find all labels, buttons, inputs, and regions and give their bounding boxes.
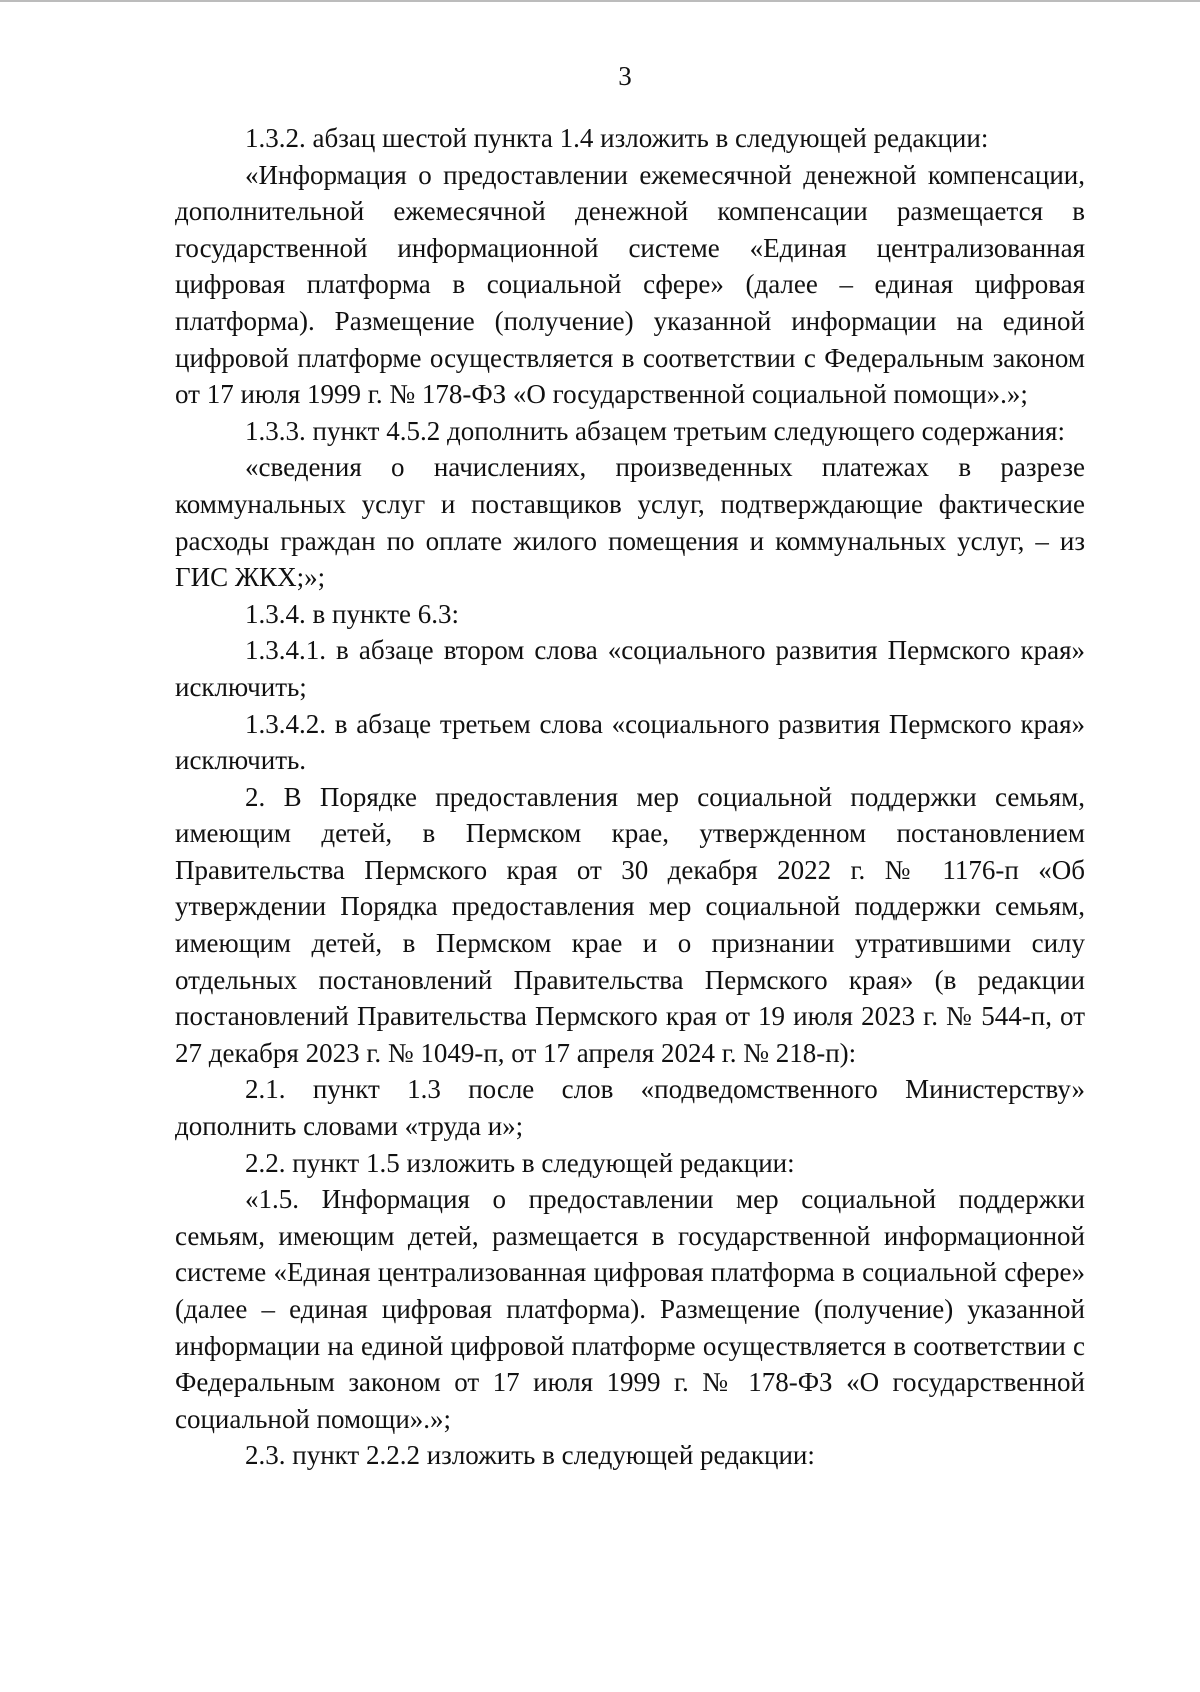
paragraph-1-3-4-1: 1.3.4.1. в абзаце втором слова «социального развития Пермского края» исключить; (175, 635, 1085, 702)
page-number: 3 (618, 61, 632, 91)
scan-edge-line (0, 0, 1200, 2)
document-body (175, 120, 1085, 1474)
paragraph-1-3-4-2: 1.3.4.2. в абзаце третьем слова «социального развития Пермского края» исключить. (175, 708, 1085, 776)
paragraph-quote-1-5: «1.5. Информация о предоставлении мер социальной поддержки семьям, имеющим детей, размещается в государственной информационной системе «Единая централизованная цифровая платформа в социальной сфере» (далее – единая цифровая платформа). Размещение (получение) указанной информации на единой цифровой платформе осуществляется в соответствии с Федеральным законом от 17 июля 1999 г. № 178-ФЗ «О государственной социальной помощи».»; (175, 1184, 1085, 1434)
paragraph-quote-accruals: «сведения о начислениях, произведенных платежах в разрезе коммунальных услуг и поставщиков услуг, подтверждающие фактические расходы граждан по оплате жилого помещения и коммунальных услуг, – из ГИС ЖКХ;»; (175, 452, 1085, 593)
paragraph-2-3: 2.3. пункт 2.2.2 изложить в следующей редакции: (245, 1440, 815, 1471)
paragraph-2-1: 2.1. пункт 1.3 после слов «подведомственного Министерству» дополнить словами «труда и»; (175, 1074, 1085, 1142)
paragraph-1-3-2: 1.3.2. абзац шестой пункта 1.4 изложить в следующей редакции: (245, 123, 989, 153)
paragraph-1-3-3: 1.3.3. пункт 4.5.2 дополнить абзацем третьим следующего содержания: (245, 415, 1065, 446)
paragraph-1-3-4: 1.3.4. в пункте 6.3: (245, 598, 459, 629)
paragraph-2: 2. В Порядке предоставления мер социальной поддержки семьям, имеющим детей, в Пермском крае, утвержденном постановлением Правительства Пермского края от 30 декабря 2022 г. № 1176-п «Об утверждении Порядка предоставления мер социальной поддержки семьям, имеющим детей, в Пермском крае и о признании утратившими силу отдельных постановлений Правительства Пермского края» (в редакции постановлений Правительства Пермского края от 19 июля 2023 г. № 544-п, от 27 декабря 2023 г. № 1049-п, от 17 апреля 2024 г. № 218-п): (175, 781, 1085, 1068)
paragraph-2-2: 2.2. пункт 1.5 изложить в следующей редакции: (245, 1147, 795, 1178)
paragraph-quote-information-compensation: «Информация о предоставлении ежемесячной денежной компенсации, дополнительной ежемесячной денежной компенсации размещается в государственной информационной системе «Единая централизованная цифровая платформа в социальной сфере» (далее – единая цифровая платформа). Размещение (получение) указанной информации на единой цифровой платформе осуществляется в соответствии с Федеральным законом от 17 июля 1999 г. № 178-ФЗ «О государственной социальной помощи».»; (175, 159, 1085, 410)
